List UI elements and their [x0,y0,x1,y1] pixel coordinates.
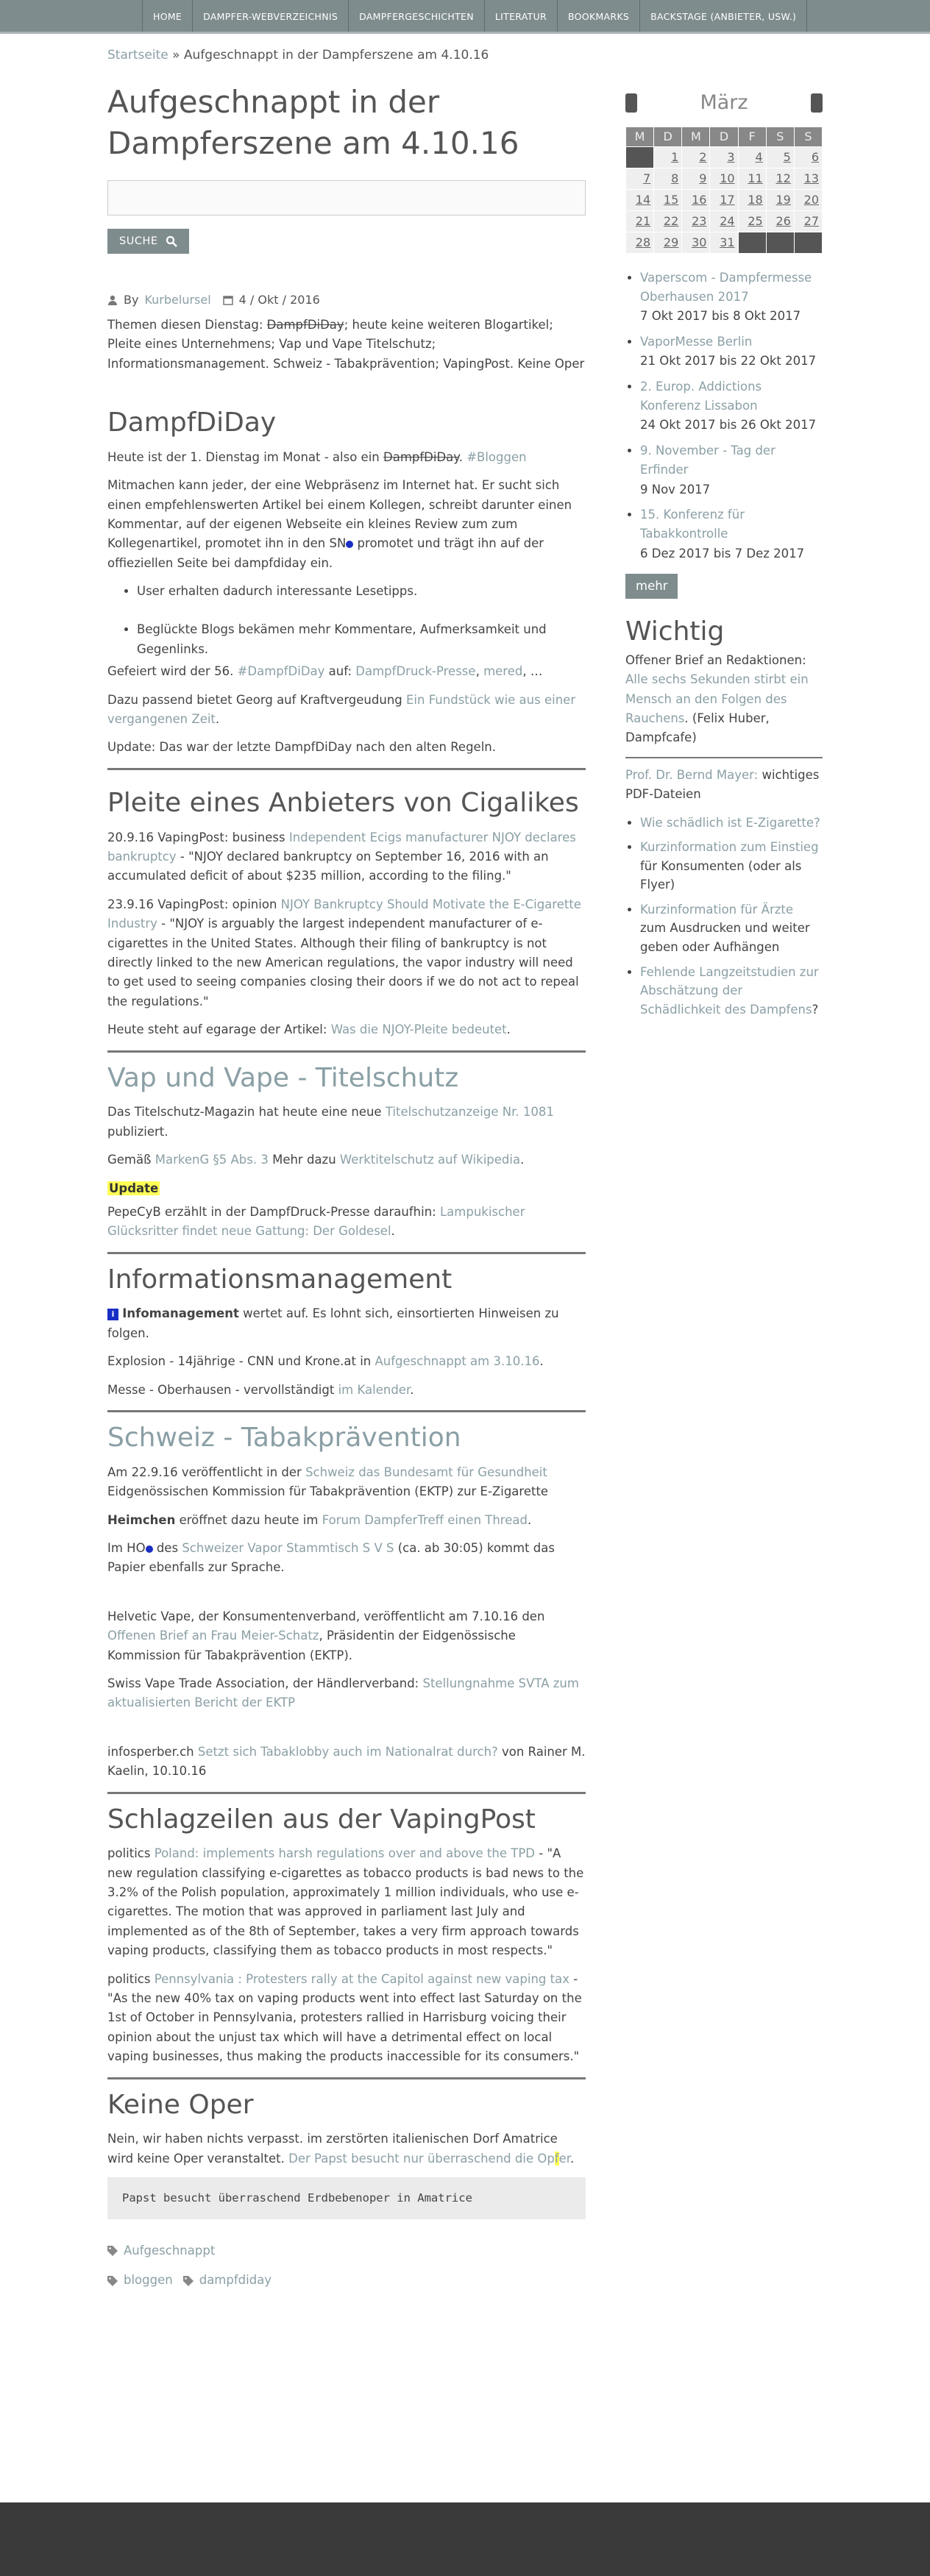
article-link[interactable]: Pennsylvania : Protesters rally at the Capitol against new vaping tax [154,1971,569,1986]
nav-backstage[interactable]: BACKSTAGE (ANBIETER, USW.) [639,0,807,32]
text: - "NJOY declared bankruptcy on September 16, 2016 with an accumulated deficit of about $235 million, according to the filing." [107,850,549,883]
text: - "A new regulation classifying e-cigarettes as tobacco products is bad news to the 3.2% of the Polish population, approximately 1 million individuals, who use e-cigarettes. The motion that was approved in parliament last July and implemented as of the 8th of September, takes a very firm approach towards vaping products, classifying them as tobacco products in most respects." [107,1846,584,1958]
text: promotet und trägt ihn auf der offieziellen Seite bei dampfdiday ein. [107,536,544,570]
heading-keine-oper: Keine Oper [107,2089,254,2120]
bold-text: Heimchen [107,1512,176,1527]
event-date: 9 Nov 2017 [640,482,711,497]
breadcrumb-separator: » [168,48,184,63]
calendar-day-link[interactable]: 1 [671,149,679,164]
heading-infomanagement: Informationsmanagement [107,1264,452,1295]
article-link[interactable]: Independent Ecigs manufacturer NJOY declares bankruptcy [107,830,576,864]
calendar-day-link[interactable]: 7 [642,171,651,185]
calendar-table [625,127,823,254]
paragraph [625,651,823,748]
article-link[interactable]: Der Papst besucht nur überraschend die Op [288,2151,555,2166]
calendar-day[interactable] [766,210,794,232]
post-meta [107,291,586,310]
calendar-day-link[interactable]: 25 [748,213,763,228]
calendar-day-link[interactable]: 11 [748,171,763,185]
heading-pleite: Pleite eines Anbieters von Cigalikes [107,787,579,818]
text: Am 22.9.16 veröffentlicht in der [107,1465,306,1479]
paragraph [107,828,586,886]
post-tags [107,2241,586,2291]
wichtig-heading: Wichtig [625,616,725,647]
list-item: • User erhalten dadurch interessante Lesetipps. [137,582,586,601]
calendar-day[interactable] [682,210,710,232]
paragraph [625,766,823,805]
calendar-day-link[interactable]: 28 [635,235,651,249]
tag-row [107,2271,586,2290]
nav-webverzeichnis[interactable]: DAMPFER-WEBVERZEICHNIS [192,0,348,32]
text: Offener Brief an Redaktionen: [625,652,806,667]
intro-text [107,316,586,374]
calendar-day[interactable] [626,189,654,210]
calendar-empty-cell [738,232,766,253]
calendar-day[interactable] [710,210,738,232]
event-list [640,268,823,563]
text: infosperber.ch [107,1744,198,1759]
tag-bloggen[interactable] [107,2271,173,2290]
calendar-day[interactable] [654,210,682,232]
text: Nein, wir haben nichts verpasst. im zerstörten italienischen Dorf Amatrice wird keine Oper veranstaltet. [107,2132,558,2166]
calendar-icon [223,295,233,305]
pdf-link[interactable]: Kurzinformation für Ärzte [640,902,794,917]
text: , Präsidentin der Eidgenössische Kommission für Tabakprävention (EKTP). [107,1629,516,1662]
calendar-day[interactable] [626,232,654,253]
pdf-link[interactable]: Kurzinformation zum Einstieg [640,840,819,855]
weekday-header: F [738,127,766,147]
event-date: 21 Okt 2017 bis 22 Okt 2017 [640,354,817,369]
weekday-header: S [794,127,822,147]
calendar-day-link[interactable]: 5 [783,149,791,164]
event-item [640,441,823,499]
calendar-day-link[interactable]: 6 [811,149,819,164]
calendar-day-link[interactable]: 27 [803,213,819,228]
search-button-label: SUCHE [119,235,158,247]
letter-link[interactable]: Alle sechs Sekunden stirbt ein Mensch an den Folgen des Rauchens [625,672,809,726]
paragraph [107,1304,586,1343]
paragraph [107,895,586,1011]
paragraph [107,1020,586,1039]
text: wichtiges PDF-Dateien [625,767,820,802]
calendar-day[interactable] [738,146,766,168]
calendar-day[interactable] [626,210,654,232]
event-link[interactable]: 15. Konferenz für Tabakkontrolle [640,507,745,541]
text: wertet auf. Es lohnt sich, einsortierten Hinweisen zu folgen. [107,1306,559,1340]
weekday-header: M [626,127,654,147]
benefit-list [137,582,586,659]
text: politics [107,1971,155,1986]
search-button[interactable] [107,229,189,254]
author-link[interactable]: Kurbelursel [144,293,211,307]
calendar-day-link[interactable]: 17 [720,192,735,207]
tag-dampfdiday[interactable] [183,2271,271,2290]
event-link[interactable]: VaporMesse Berlin [640,334,753,349]
blog-link[interactable]: DampfDruck-Presse [355,664,476,679]
divider [107,1050,586,1053]
calendar-day-link[interactable]: 14 [635,192,651,207]
text: . [458,449,467,464]
calendar-day[interactable] [654,189,682,210]
text: Explosion - 14jährige - CNN und Krone.at in [107,1354,375,1369]
heading-vapingpost: Schlagzeilen aus der VapingPost [107,1804,536,1835]
calendar-day-link[interactable]: 23 [692,213,707,228]
calendar-day-link[interactable]: 9 [699,171,707,185]
paragraph [107,1352,586,1371]
calendar-day[interactable] [710,232,738,253]
pdf-list [640,814,823,1020]
globe-icon [146,1545,153,1553]
text: Heute ist der 1. Dienstag im Monat - also ein [107,449,383,464]
paragraph [107,1844,586,1960]
text: Das Titelschutz-Magazin hat heute eine neue [107,1105,386,1120]
article-link[interactable]: NJOY Bankruptcy Should Motivate the E-Cigarette Industry [107,897,581,931]
weekday-header: S [766,127,794,147]
text: publiziert. [107,1124,168,1139]
event-item [640,505,823,563]
law-link[interactable]: MarkenG §5 Abs. 3 [155,1153,269,1167]
letter-link[interactable]: Offenen Brief an Frau Meier-Schatz [107,1629,319,1643]
top-navigation [0,0,930,34]
statement-link[interactable]: Stellungnahme SVTA zum aktualisierten Bericht der EKTP [107,1676,579,1710]
event-link[interactable]: 2. Europ. Addictions Konferenz Lissabon [640,379,762,413]
blog-link[interactable]: mered [483,664,523,679]
calendar-day[interactable] [626,168,654,189]
calendar-day-link[interactable]: 26 [775,213,791,228]
article-link[interactable]: Schweiz das Bundesamt für Gesundheit [305,1465,547,1479]
highlight-letter: f [554,2151,559,2166]
pdf-link[interactable]: Fehlende Langzeitstudien zur Abschätzung der Schädlichkeit des Dampfens [640,964,819,1017]
calendar-day-link[interactable]: 21 [635,213,651,228]
weekday-header: D [710,127,738,147]
calendar-day[interactable] [738,210,766,232]
calendar-day[interactable] [682,146,710,168]
pdf-note: zum Ausdrucken und weiter geben oder Aufhängen [640,921,810,954]
text: 20.9.16 VapingPost: business [107,830,289,844]
text: Gefeiert wird der 56. [107,664,238,679]
calendar-day[interactable] [766,146,794,168]
info-icon: i [107,1309,118,1320]
footer [0,2502,930,2576]
text: , … [522,664,543,679]
paragraph [107,1607,586,1665]
intro-a: Themen diesen Dienstag: [107,317,267,332]
text: . [520,1153,525,1167]
calendar-day[interactable] [794,210,822,232]
text: , [475,664,484,679]
text: . [410,1382,414,1397]
more-events-button[interactable]: mehr [625,574,678,599]
calendar-day-link[interactable]: 2 [699,149,707,164]
calendar-day-link[interactable]: 12 [775,171,791,185]
text: auf: [324,664,356,679]
calendar-next-button[interactable] [811,93,823,113]
text: Gemäß [107,1153,155,1167]
tag-label: bloggen [124,2273,173,2288]
text: . [539,1354,544,1369]
tag-icon [183,2276,194,2286]
user-icon [107,295,118,305]
calendar-empty-cell [766,232,794,253]
calendar-day-link[interactable]: 10 [720,171,735,185]
paragraph [107,1743,586,1782]
paragraph [107,1150,586,1170]
text: - "As the new 40% tax on vaping products went into effect last Saturday on the 1st of October in Pennsylvania, protesters rallied in Harrisburg voicing their opinion about the unjust tax which will have a detrimental effect on local vaping businesses, thus making the products inaccessible for its consumers." [107,1971,582,2064]
divider [107,768,586,770]
event-item [640,332,823,371]
intro-c: ; heute keine weiteren Blogartikel; Pleite eines Unternehmens; Vap und Vape Titelschutz; Informationsmanagement. Schweiz - Tabakprävention; VapingPost. Keine Oper [107,317,585,371]
text: Mehr dazu [268,1153,340,1167]
event-item [640,377,823,435]
paragraph [107,1511,586,1530]
divider [107,1792,586,1794]
list-item: • Beglückte Blogs bekämen mehr Kommentare, Aufmerksamkeit und Gegenlinks. [137,620,586,659]
text: . [527,1512,532,1527]
calendar-day-link[interactable]: 3 [727,149,735,164]
calendar-header [625,87,823,119]
calendar-empty-cell [626,146,654,168]
text: politics [107,1846,155,1861]
calendar-day[interactable] [710,189,738,210]
tag-label: dampfdiday [199,2273,272,2288]
event-date: 24 Okt 2017 bis 26 Okt 2017 [640,418,817,433]
calendar-day[interactable] [794,189,822,210]
calendar-day[interactable] [766,189,794,210]
code-block: Papst besucht überraschend Erdbebenoper in Amatrice [107,2177,586,2219]
strike-text: DampfDiDay [383,449,459,464]
calendar-day[interactable] [654,168,682,189]
calendar-day[interactable] [710,168,738,189]
event-link[interactable]: 9. November - Tag der Erfinder [640,443,775,477]
calendar-day-link[interactable]: 20 [803,192,819,207]
calendar-day[interactable] [682,189,710,210]
text: Dazu passend bietet Georg auf Kraftvergeudung [107,692,406,707]
text: . [215,712,220,727]
nav-home[interactable]: HOME [142,0,192,32]
breadcrumb-home-link[interactable]: Startseite [107,48,168,63]
paragraph: Update: Das war der letzte DampfDiDay nach den alten Regeln. [107,740,496,755]
main-content [107,44,586,2301]
search-icon [166,235,177,247]
paragraph [107,662,586,681]
pdf-item [640,814,823,833]
article-link[interactable]: Setzt sich Tabaklobby auch im Nationalrat durch? [197,1744,498,1759]
pdf-item [640,963,823,1020]
divider [625,757,823,758]
calendar-day[interactable] [738,168,766,189]
calendar-day-link[interactable]: 4 [755,149,763,164]
event-date: 7 Okt 2017 bis 8 Okt 2017 [640,309,801,324]
category-tag[interactable] [107,2241,215,2260]
calendar-day[interactable] [654,146,682,168]
calendar-day[interactable] [794,146,822,168]
calendar-day-link[interactable]: 13 [803,171,819,185]
tag-icon [107,2246,118,2256]
pdf-note: ? [812,1002,819,1017]
calendar-day[interactable] [738,189,766,210]
calendar-day-link[interactable]: 24 [720,213,735,228]
page-title: Aufgeschnappt in der Dampferszene am 4.10.16 [107,84,519,162]
nav-bookmarks[interactable]: BOOKMARKS [557,0,639,32]
calendar-day[interactable] [682,168,710,189]
paragraph [107,1970,586,2067]
text: Heute steht auf egarage der Artikel: [107,1022,331,1037]
calendar-day-link[interactable]: 16 [692,192,707,207]
calendar-prev-button[interactable] [625,93,637,113]
calendar-day[interactable] [654,232,682,253]
text: von Rainer M. Kaelin, 10.10.16 [107,1744,586,1779]
sidebar [625,87,823,1028]
wiki-link[interactable]: Werktitelschutz auf Wikipedia [339,1153,521,1167]
paragraph [107,691,586,730]
paragraph [107,1381,586,1400]
paragraph [107,2130,586,2168]
video-link[interactable]: Schweizer Vapor Stammtisch S V S [182,1541,394,1555]
breadcrumb-current: Aufgeschnappt in der Dampferszene am 4.10.16 [183,48,489,63]
text: . [391,1224,395,1239]
text: . [506,1022,511,1037]
heading-schweiz[interactable]: Schweiz - Tabakprävention [107,1423,461,1454]
calendar-month: März [700,91,748,115]
paragraph [107,1463,586,1502]
paragraph [107,448,586,467]
article-link[interactable]: Aufgeschnappt am 3.10.16 [375,1354,540,1369]
pdf-link[interactable]: Wie schädlich ist E-Zigarette? [640,815,820,830]
text: . [570,2151,575,2166]
calendar-day-link[interactable]: 22 [663,213,679,228]
calendar-day-link[interactable]: 8 [671,171,679,185]
text: des [152,1541,182,1555]
text: Messe - Oberhausen - vervollständigt [107,1382,338,1397]
paragraph [107,1103,586,1142]
article-link[interactable]: er [558,2151,571,2166]
nav-dampfergeschichten[interactable]: DAMPFERGESCHICHTEN [348,0,484,32]
text: Helvetic Vape, der Konsumentenverband, veröffentlicht am 7.10.16 den [107,1609,545,1623]
event-date: 6 Dez 2017 bis 7 Dez 2017 [640,546,805,561]
event-link[interactable]: Vaperscom - Dampfermesse Oberhausen 2017 [640,270,812,304]
calendar-day-link[interactable]: 29 [663,235,679,249]
text: Im HO [107,1541,146,1555]
search-input[interactable] [107,180,586,216]
forum-link[interactable]: Forum DampferTreff einen Thread [322,1512,528,1527]
text: 23.9.16 VapingPost: opinion [107,897,281,911]
paragraph [107,1539,586,1578]
text: PepeCyB erzählt in der DampfDruck-Presse daraufhin: [107,1204,440,1219]
article-link[interactable]: Lampukischer Glücksritter findet neue Gattung: Der Goldesel [107,1204,525,1239]
text: eröffnet dazu heute im [175,1512,322,1527]
text: (ca. ab 30:05) kommt das Papier ebenfalls zur Sprache. [107,1541,555,1575]
calendar-link[interactable]: im Kalender [338,1382,411,1397]
heading-titelschutz[interactable]: Vap und Vape - Titelschutz [107,1062,459,1093]
category-row [107,2241,586,2260]
pdf-item [640,900,823,957]
calendar-day[interactable] [710,146,738,168]
text: . (Felix Huber, Dampfcafe) [625,711,770,745]
paragraph [107,1203,586,1242]
divider [107,2077,586,2079]
calendar-empty-cell [794,232,822,253]
heading-dampfdiday: DampfDiDay [107,407,277,438]
divider [107,1252,586,1254]
calendar-day[interactable] [766,168,794,189]
update-badge: Update [109,1181,159,1195]
meta-by: By [124,293,139,307]
divider [107,1410,586,1412]
calendar-day-link[interactable]: 31 [720,235,735,249]
weekday-header: D [654,127,682,147]
category-label: Aufgeschnappt [124,2243,216,2257]
event-item [640,268,823,327]
paragraph [107,1179,586,1198]
calendar-day-link[interactable]: 15 [663,192,679,207]
weekday-header: M [682,127,710,147]
globe-icon [346,541,353,548]
breadcrumb [107,46,586,65]
post-date: 4 / Okt / 2016 [238,293,320,307]
article-link[interactable]: Ein Fundstück wie aus einer vergangenen Zeit [107,692,576,727]
paragraph [107,476,586,573]
calendar-day-link[interactable]: 30 [692,235,707,249]
text: Mitmachen kann jeder, der eine Webpräsenz im Internet hat. Er sucht sich einen empfehlenswerten Artikel bei einem Kollegen, schreibt darunter einen Kommentar, auf der eigenen Webseite ein kleines Review zum zum Kollegenartikel, promotet ihn in den SN [107,478,572,551]
calendar-day-link[interactable]: 18 [748,192,763,207]
calendar-day[interactable] [794,168,822,189]
tag-icon [107,2276,118,2286]
paragraph [107,1674,586,1713]
calendar-day-link[interactable]: 19 [775,192,791,207]
pdf-note: für Konsumenten (oder als Flyer) [640,858,802,892]
calendar-day[interactable] [682,232,710,253]
hashtag-link[interactable]: #Bloggen [466,449,527,464]
article-link[interactable]: Titelschutzanzeige Nr. 1081 [385,1105,554,1120]
article-link[interactable]: Was die NJOY-Pleite bedeutet [330,1022,507,1037]
text: - "NJOY is arguably the largest independent manufacturer of e-cigarettes in the United States. Although their filing of bankruptcy is not directly linked to the new American regulations, the vapor industry will need to get used to seeing companies closing their doors if we do not act to repeal the regulations." [107,917,579,1008]
bold-text: Infomanagement [122,1306,239,1321]
nav-literatur[interactable]: LITERATUR [484,0,557,32]
hashtag-link[interactable]: #DampfDiDay [237,664,325,679]
article-link[interactable]: Poland: implements harsh regulations over and above the TPD [154,1846,535,1861]
text: Eidgenössischen Kommission für Tabakprävention (EKTP) zur E-Zigarette [107,1484,549,1499]
pdf-item [640,838,823,894]
mayer-link[interactable]: Prof. Dr. Bernd Mayer: [625,767,759,782]
intro-strike: DampfDiDay [266,317,344,332]
text: Swiss Vape Trade Association, der Händlerverband: [107,1676,423,1690]
